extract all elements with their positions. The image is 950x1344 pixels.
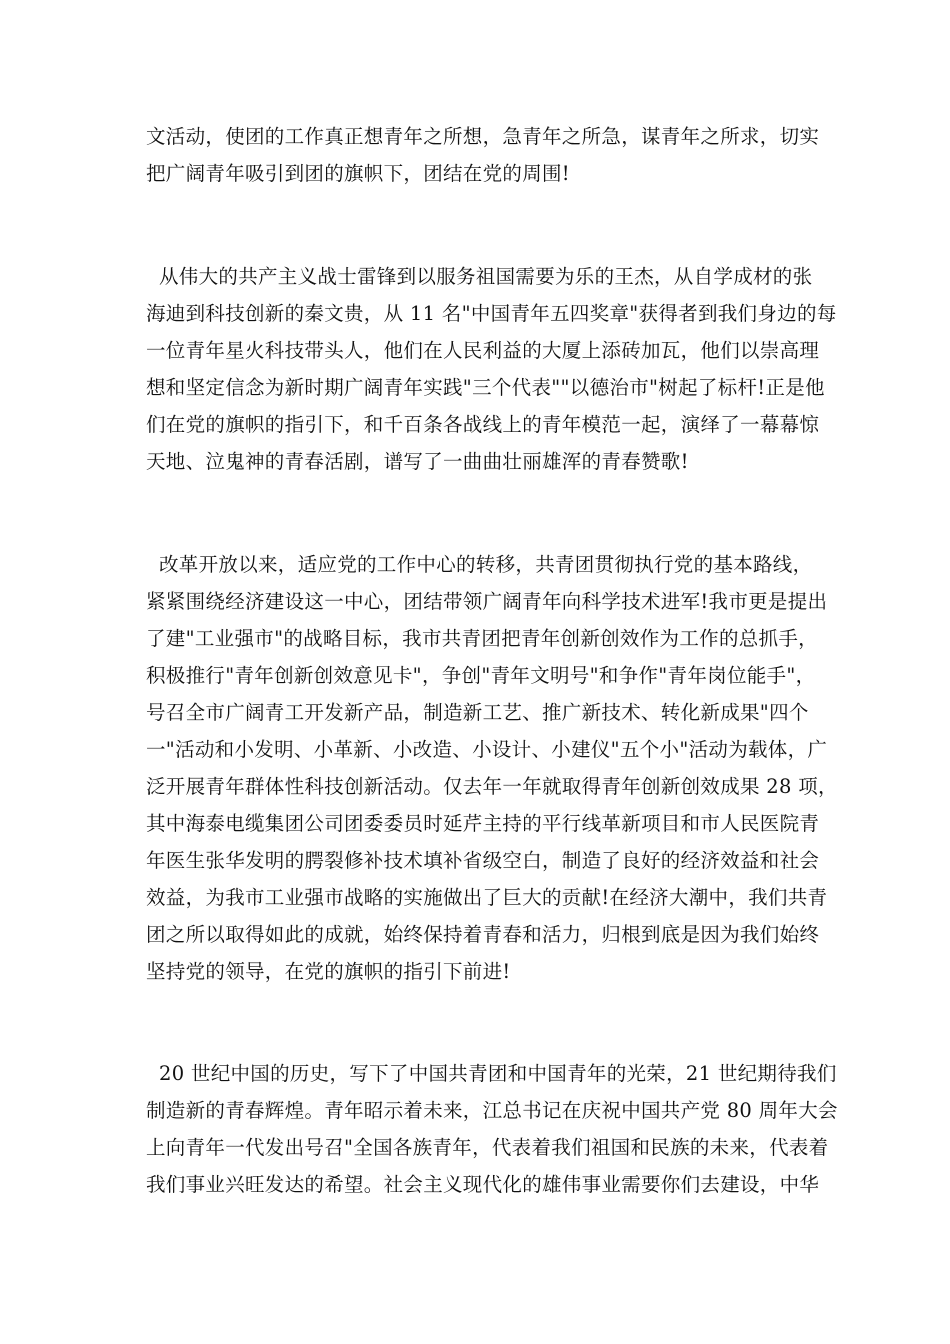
paragraph-line: 积极推行"青年创新创效意见卡"，争创"青年文明号"和争作"青年岗位能手"， — [146, 664, 816, 687]
paragraph-line: 其中海泰电缆集团公司团委委员时延芹主持的平行线革新项目和市人民医院青 — [146, 812, 820, 835]
paragraph-line: 从伟大的共产主义战士雷锋到以服务祖国需要为乐的王杰，从自学成材的张 — [146, 265, 813, 288]
paragraph-line: 紧紧围绕经济建设这一中心，团结带领广阔青年向科学技术进军!我市更是提出 — [146, 590, 828, 613]
paragraph-line: 年医生张华发明的腭裂修补技术填补省级空白，制造了良好的经济效益和社会 — [146, 849, 820, 872]
paragraph-line: 把广阔青年吸引到团的旗帜下，团结在党的周围! — [146, 162, 570, 185]
paragraph-line: 坚持党的领导，在党的旗帜的指引下前进! — [146, 960, 511, 983]
paragraph-3 — [146, 546, 838, 990]
paragraph-line: 一"活动和小发明、小革新、小改造、小设计、小建仪"五个小"活动为载体，广 — [146, 738, 828, 761]
paragraph-line: 泛开展青年群体性科技创新活动。仅去年一年就取得青年创新创效成果 28 项， — [146, 775, 838, 798]
paragraph-line: 了建"工业强市"的战略目标，我市共青团把青年创新创效作为工作的总抓手， — [146, 627, 818, 650]
paragraph-line: 效益，为我市工业强市战略的实施做出了巨大的贡献!在经济大潮中，我们共青 — [146, 886, 828, 909]
paragraph-line: 想和坚定信念为新时期广阔青年实践"三个代表""以德治市"树起了标杆!正是他 — [146, 376, 825, 399]
paragraph-line: 文活动，使团的工作真正想青年之所想，急青年之所急，谋青年之所求，切实 — [146, 125, 820, 148]
paragraph-line: 们在党的旗帜的指引下，和千百条各战线上的青年模范一起，演绎了一幕幕惊 — [146, 413, 820, 436]
paragraph-line: 团之所以取得如此的成就，始终保持着青春和活力，归根到底是因为我们始终 — [146, 923, 820, 946]
paragraph-4 — [146, 1055, 838, 1203]
paragraph-line: 海迪到科技创新的秦文贵，从 11 名"中国青年五四奖章"获得者到我们身边的每 — [146, 302, 837, 325]
paragraph-line: 20 世纪中国的历史，写下了中国共青团和中国青年的光荣，21 世纪期待我们 — [146, 1062, 837, 1085]
paragraph-line: 制造新的青春辉煌。青年昭示着未来，江总书记在庆祝中国共产党 80 周年大会 — [146, 1099, 838, 1122]
paragraph-1 — [146, 118, 820, 192]
paragraph-line: 一位青年星火科技带头人，他们在人民利益的大厦上添砖加瓦，他们以崇高理 — [146, 339, 820, 362]
paragraph-2 — [146, 258, 837, 480]
paragraph-line: 天地、泣鬼神的青春活剧，谱写了一曲曲壮丽雄浑的青春赞歌! — [146, 450, 689, 473]
paragraph-line: 改革开放以来，适应党的工作中心的转移，共青团贯彻执行党的基本路线， — [146, 553, 813, 576]
paragraph-line: 号召全市广阔青工开发新产品，制造新工艺、推广新技术、转化新成果"四个 — [146, 701, 809, 724]
paragraph-line: 上向青年一代发出号召"全国各族青年，代表着我们祖国和民族的未来，代表着 — [146, 1136, 829, 1159]
paragraph-line: 我们事业兴旺发达的希望。社会主义现代化的雄伟事业需要你们去建设，中华 — [146, 1173, 820, 1196]
